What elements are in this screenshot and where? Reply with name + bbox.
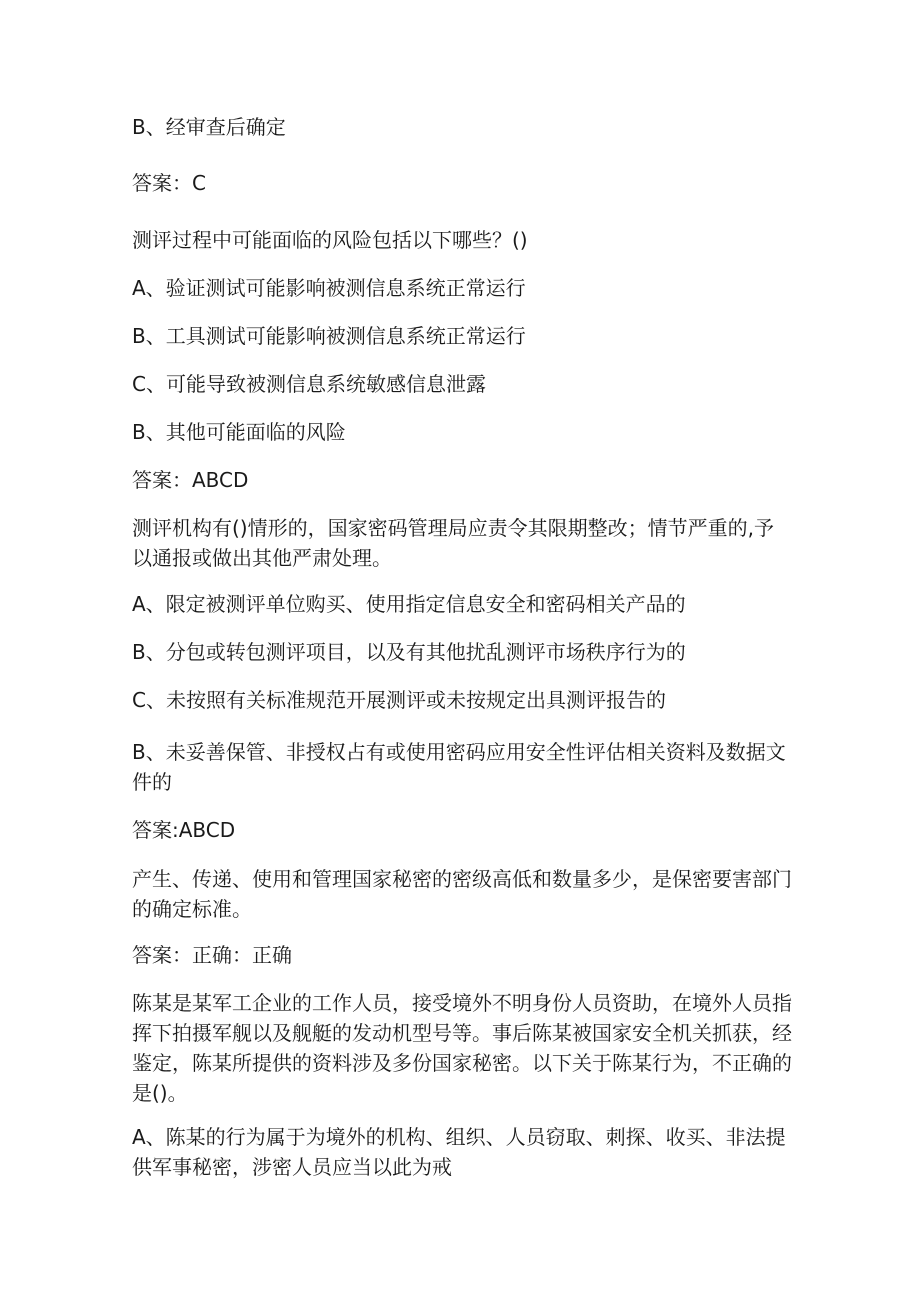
option-a-verification: A、验证测试可能影响被测信息系统正常运行 [132, 276, 526, 300]
question-secrets-standard: 产生、传递、使用和管理国家秘密的密级高低和数量多少，是保密要害部门的确定标准。 [132, 867, 792, 921]
option-a-chen: A、陈某的行为属于为境外的机构、组织、人员窃取、刺探、收买、非法提供军事秘密，涉密人员应当以此为戒 [132, 1125, 786, 1179]
option-a-purchase: A、限定被测评单位购买、使用指定信息安全和密码相关产品的 [132, 592, 686, 616]
answer-1: 答案：C [132, 171, 206, 195]
option-b-tool-test: B、工具测试可能影响被测信息系统正常运行 [132, 324, 526, 348]
option-b-review: B、经审查后确定 [132, 115, 286, 139]
question-institution: 测评机构有()情形的，国家密码管理局应责令其限期整改；情节严重的,予以通报或做出其他严肃处理。 [132, 516, 774, 570]
option-b-other-risks: B、其他可能面临的风险 [132, 420, 346, 444]
question-chen-case: 陈某是某军工企业的工作人员，接受境外不明身份人员资助，在境外人员指挥下拍摄军舰以及舰艇的发动机型号等。事后陈某被国家安全机关抓获，经鉴定，陈某所提供的资料涉及多份国家秘密。以下关于陈某行为，不正确的是()。 [132, 991, 792, 1105]
option-b-data-files: B、未妥善保管、非授权占有或使用密码应用安全性评估相关资料及数据文件的 [132, 740, 786, 794]
answer-2: 答案：ABCD [132, 468, 249, 492]
answer-3: 答案:ABCD [132, 818, 236, 842]
question-risks: 测评过程中可能面临的风险包括以下哪些？() [132, 228, 528, 252]
option-b-subcontract: B、分包或转包测评项目，以及有其他扰乱测评市场秩序行为的 [132, 640, 686, 664]
option-c-leak: C、可能导致被测信息系统敏感信息泄露 [132, 372, 486, 396]
option-c-standards: C、未按照有关标准规范开展测评或未按规定出具测评报告的 [132, 688, 666, 712]
answer-4: 答案：正确：正确 [132, 943, 292, 967]
